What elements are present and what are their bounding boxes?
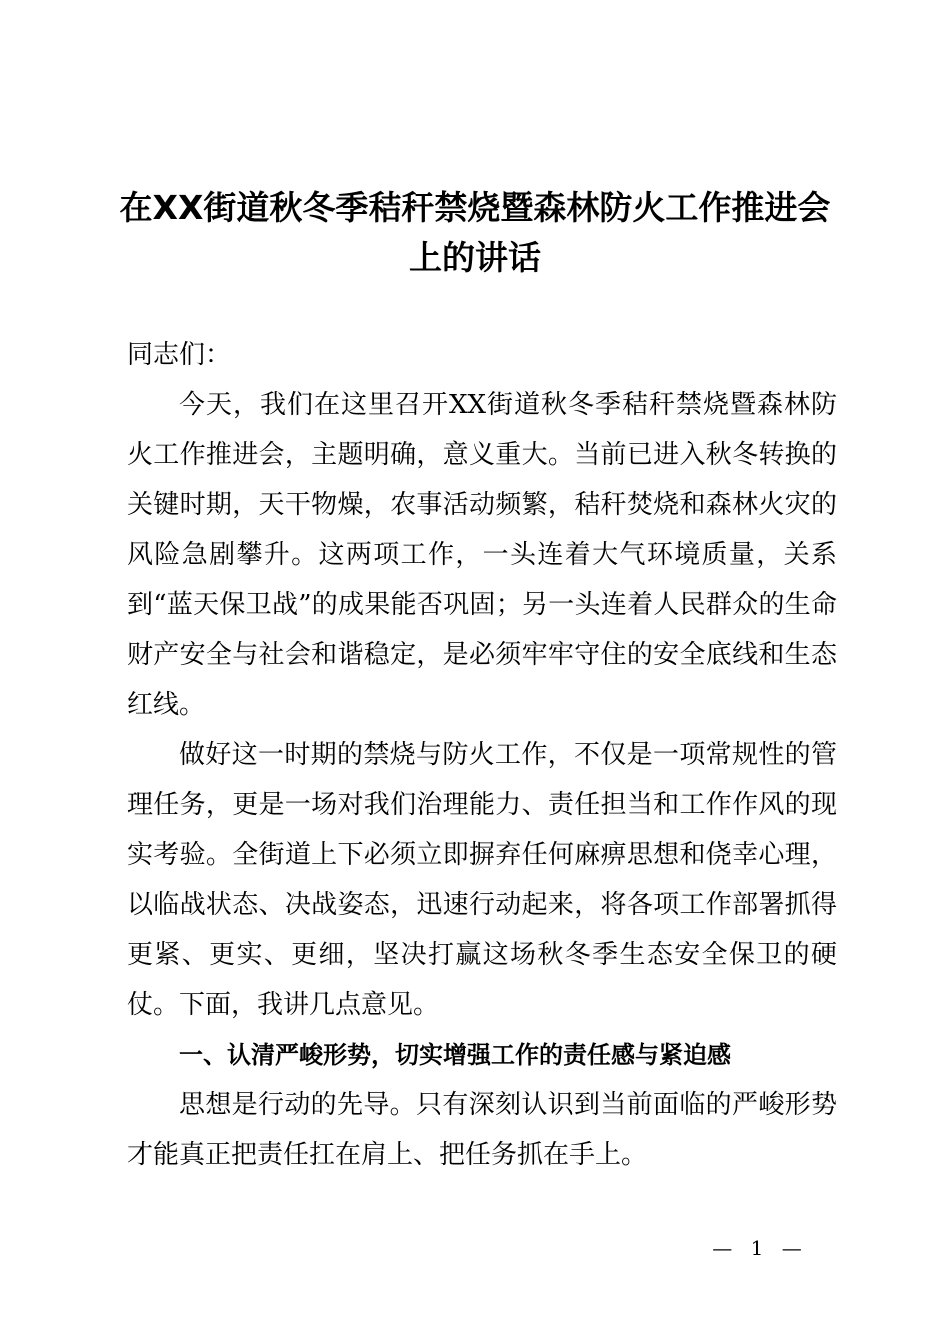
document-body: [127, 330, 837, 1180]
paragraph-requirements: 做好这一时期的禁烧与防火工作，不仅是一项常规性的管理任务，更是一场对我们治理能力、责任担当和工作作风的现实考验。全街道上下必须立即摒弃任何麻痹思想和侥幸心理，以临战状态、决战姿态，迅速行动起来，将各项工作部署抓得更紧、更实、更细，坚决打赢这场秋冬季生态安全保卫的硬仗。下面，我讲几点意见。: [127, 740, 837, 1020]
page-number: — 1 —: [712, 1236, 808, 1260]
section-heading: 一、认清严峻形势，切实增强工作的责任感与紧迫感: [179, 1041, 731, 1069]
section-paragraph: 思想是行动的先导。只有深刻认识到当前面临的严峻形势才能真正把责任扛在肩上、把任务抓在手上。: [127, 1090, 837, 1170]
document-title: 在XX街道秋冬季秸秆禁烧暨森林防火工作推进会上的讲话: [119, 188, 831, 277]
paragraph-intro: 今天，我们在这里召开XX街道秋冬季秸秆禁烧暨森林防火工作推进会，主题明确，意义重大。当前已进入秋冬转换的关键时期，天干物燥，农事活动频繁，秸秆焚烧和森林火灾的风险急剧攀升。这两项工作，一头连着大气环境质量，关系到“蓝天保卫战”的成果能否巩固；另一头连着人民群众的生命财产安全与社会和谐稳定，是必须牢牢守住的安全底线和生态红线。: [127, 390, 837, 720]
salutation: 同志们：: [127, 340, 232, 370]
